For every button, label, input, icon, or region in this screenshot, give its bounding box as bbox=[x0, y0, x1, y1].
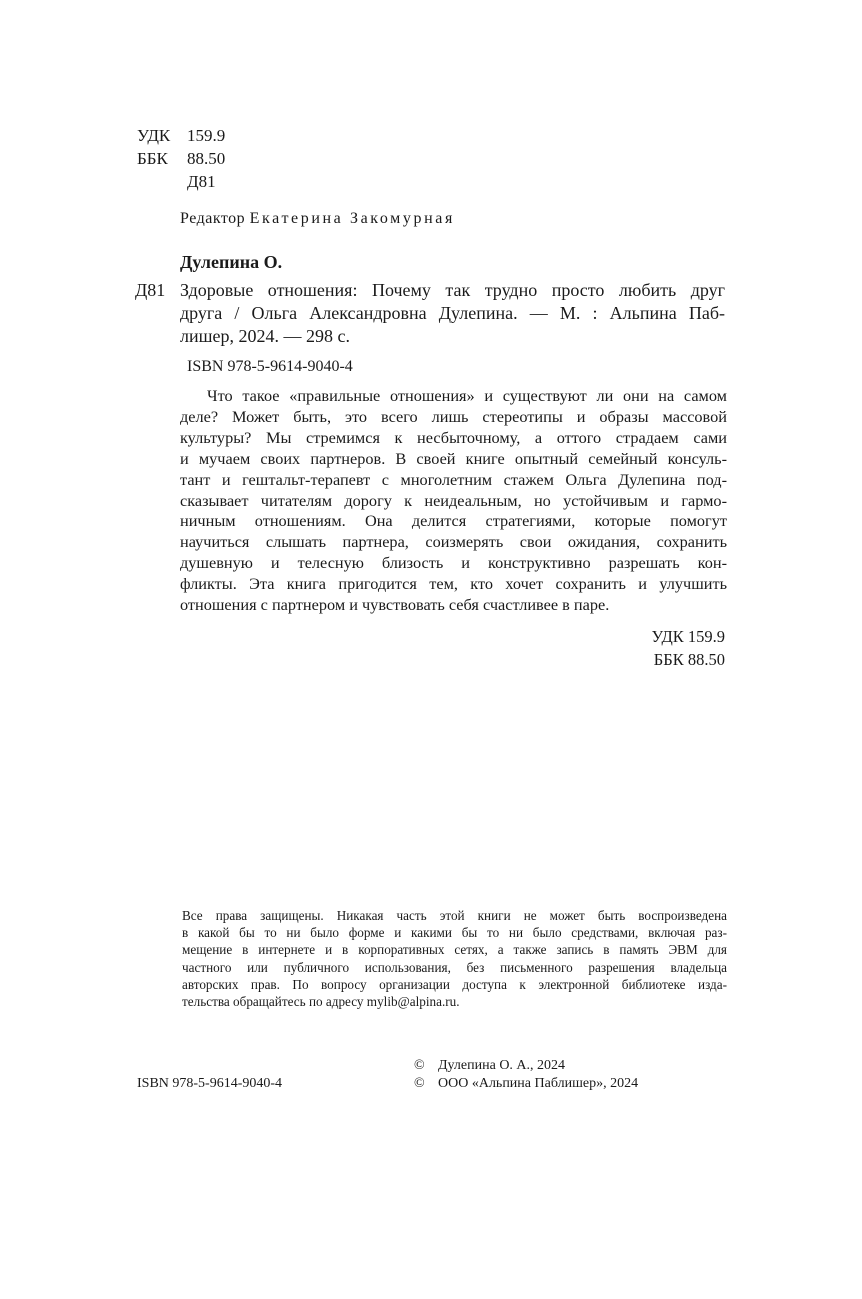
copyright-icon: © bbox=[414, 1076, 425, 1091]
annotation-line: научиться слышать партнера, соизмерять свои ожидания, сохранить bbox=[180, 532, 727, 552]
isbn-bottom: ISBN 978-5-9614-9040-4 bbox=[137, 1076, 283, 1091]
rights-line: авторских прав. По вопросу организации доступа к электронной библиотеке изда- bbox=[182, 976, 727, 992]
bbk-value: 88.50 bbox=[187, 149, 226, 168]
annotation-line: фликты. Эта книга пригодится тем, кто хочет сохранить и улучшить bbox=[180, 574, 727, 594]
rights-line: в какой бы то ни было форме и какими бы то ни было средствами, включая раз- bbox=[182, 925, 727, 941]
rights-line: мещение в интернете и в корпоративных сетях, а также запись в память ЭВМ для bbox=[182, 942, 727, 958]
annotation-line: отношения с партнером и чувствовать себя счастливее в паре. bbox=[180, 595, 610, 615]
annotation bbox=[180, 386, 727, 616]
udk-value: 159.9 bbox=[187, 126, 226, 145]
rights-line: Все права защищены. Никакая часть этой книги не может быть воспроизведена bbox=[182, 908, 727, 923]
annotation-line: ничным отношениям. Она делится стратегиями, которые помогут bbox=[180, 511, 727, 531]
isbn-top: ISBN 978-5-9614-9040-4 bbox=[187, 358, 353, 375]
udk-row bbox=[137, 124, 257, 147]
bbk-label: ББК bbox=[137, 149, 168, 168]
bibliographic-line: лишер, 2024. — 298 с. bbox=[180, 326, 350, 346]
bibliographic-code: Д81 bbox=[135, 280, 166, 300]
udk-footer: УДК 159.9 bbox=[651, 627, 725, 646]
copyright-author-text: Дулепина О. А., 2024 bbox=[438, 1058, 566, 1073]
annotation-line: и мучаем своих партнеров. В своей книге опытный семейный консуль- bbox=[180, 448, 727, 468]
copyright-publisher bbox=[414, 1076, 638, 1092]
author-heading: Дулепина О. bbox=[180, 252, 283, 272]
editor-role: Редактор bbox=[180, 210, 246, 227]
editor-name: Екатерина Закомурная bbox=[249, 210, 455, 227]
rights-notice bbox=[182, 907, 727, 1010]
annotation-line: культуры? Мы стремимся к несбыточному, а оттого страдаем сами bbox=[180, 427, 727, 447]
annotation-line: сказывает читателям дорогу к неидеальным, но устойчивым и гармо- bbox=[180, 490, 727, 510]
copyright-icon: © bbox=[414, 1058, 425, 1073]
bibliographic-description bbox=[180, 279, 725, 348]
copyright-publisher-text: ООО «Альпина Паблишер», 2024 bbox=[438, 1076, 639, 1091]
rights-line: частного или публичного использования, без письменного разрешения владельца bbox=[182, 959, 727, 975]
rights-line: тельства обращайтесь по адресу mylib@alpina.ru. bbox=[182, 994, 460, 1010]
author-mark: Д81 bbox=[187, 172, 216, 191]
bibliographic-line: друга / Ольга Александровна Дулепина. — М. : Альпина Паб- bbox=[180, 303, 725, 323]
annotation-line: деле? Может быть, это всего лишь стереотипы и образы массовой bbox=[180, 406, 727, 426]
editor-line bbox=[180, 210, 455, 228]
annotation-line: Что такое «правильные отношения» и существуют ли они на самом bbox=[207, 386, 727, 405]
bibliographic-line: Здоровые отношения: Почему так трудно просто любить друг bbox=[180, 280, 725, 300]
bbk-footer: ББК 88.50 bbox=[653, 650, 725, 669]
bbk-row bbox=[137, 147, 257, 170]
annotation-line: душевную и телесную близость и конструктивно разрешать кон- bbox=[180, 553, 727, 573]
copyright-author bbox=[414, 1058, 565, 1074]
udk-label: УДК bbox=[137, 126, 171, 145]
annotation-line: тант и гештальт-терапевт с многолетним стажем Ольга Дулепина под- bbox=[180, 469, 727, 489]
